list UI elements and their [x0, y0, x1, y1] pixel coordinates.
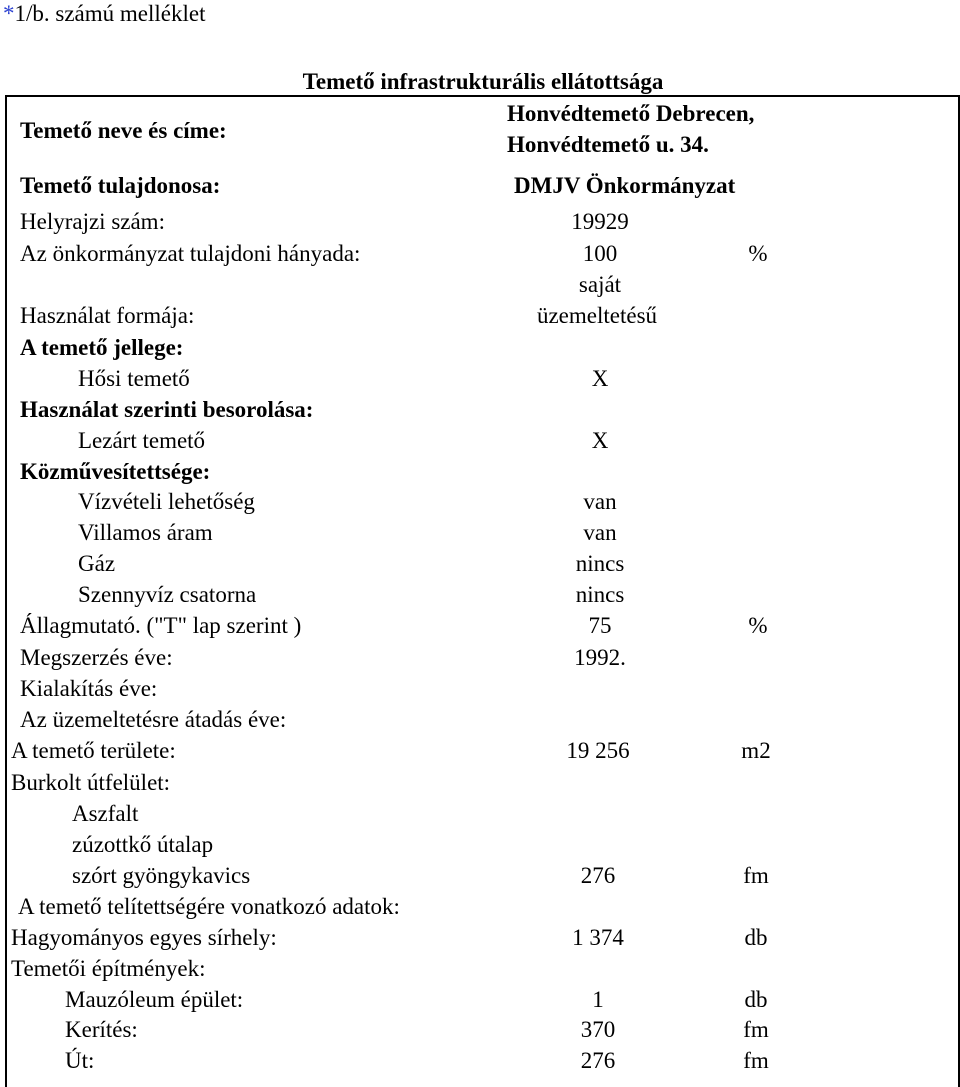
area-label: A temető területe: — [11, 738, 176, 763]
share-unit: % — [748, 241, 768, 266]
sewer-label: Szennyvíz csatorna — [78, 582, 257, 607]
character-heading: A temető jellege: — [20, 335, 184, 360]
mausoleum-unit: db — [744, 987, 768, 1012]
fence-unit: fm — [743, 1017, 769, 1042]
cemetery-name-line2: Honvédtemető u. 34. — [507, 132, 709, 157]
fence-value: 370 — [580, 1017, 616, 1042]
handover-label: Az üzemeltetésre átadás éve: — [20, 707, 287, 732]
hero-label: Hősi temető — [78, 366, 190, 391]
share-value: 100 — [582, 241, 618, 266]
road-value: 276 — [580, 1048, 616, 1073]
owner-label: Temető tulajdonosa: — [20, 173, 221, 198]
gas-value: nincs — [575, 551, 625, 576]
closed-label: Lezárt temető — [78, 428, 206, 453]
acquired-value: 1992. — [574, 645, 626, 670]
mausoleum-value: 1 — [592, 987, 604, 1012]
mausoleum-label: Mauzóleum épület: — [65, 987, 244, 1012]
area-value: 19 256 — [566, 738, 630, 763]
power-label: Villamos áram — [78, 520, 213, 545]
annex-reference — [3, 2, 205, 25]
road-label: Út: — [65, 1048, 95, 1073]
document-title: Temető infrastrukturális ellátottsága — [302, 69, 664, 94]
acquired-label: Megszerzés éve: — [20, 645, 173, 670]
closed-mark: X — [591, 428, 609, 453]
paved-heading: Burkolt útfelület: — [11, 770, 171, 795]
owner-value: DMJV Önkormányzat — [514, 173, 736, 198]
cemetery-name-line1: Honvédtemető Debrecen, — [507, 101, 755, 126]
gas-label: Gáz — [78, 551, 116, 576]
area-unit: m2 — [741, 738, 771, 763]
water-label: Vízvételi lehetőség — [78, 489, 255, 514]
asphalt-label: Aszfalt — [72, 801, 139, 826]
hero-mark: X — [591, 366, 609, 391]
road-unit: fm — [743, 1048, 769, 1073]
graves-value: 1 374 — [572, 925, 624, 950]
footnote-asterisk: * — [3, 1, 15, 26]
graves-unit: db — [744, 925, 768, 950]
fence-label: Kerítés: — [65, 1017, 138, 1042]
use-value-line2: üzemeltetésű — [536, 303, 658, 328]
pebble-value: 276 — [580, 863, 616, 888]
utilities-heading: Közművesítettsége: — [20, 459, 211, 484]
condition-value: 75 — [588, 613, 612, 638]
hrsz-value: 19929 — [571, 209, 629, 234]
condition-unit: % — [748, 613, 768, 638]
saturation-heading: A temető telítettségére vonatkozó adatok: — [18, 894, 400, 919]
condition-label: Állagmutató. ("T" lap szerint ) — [20, 613, 302, 638]
sewer-value: nincs — [575, 582, 625, 607]
buildings-heading: Temetői építmények: — [11, 956, 206, 981]
water-value: van — [583, 489, 617, 514]
use-label: Használat formája: — [20, 303, 195, 328]
power-value: van — [583, 520, 617, 545]
graves-label: Hagyományos egyes sírhely: — [11, 925, 277, 950]
pebble-label: szórt gyöngykavics — [72, 863, 251, 888]
cemetery-name-label: Temető neve és címe: — [20, 118, 227, 143]
use-value-line1: saját — [578, 272, 622, 297]
classification-heading: Használat szerinti besorolása: — [20, 397, 314, 422]
hrsz-label: Helyrajzi szám: — [20, 209, 165, 234]
built-label: Kialakítás éve: — [20, 676, 158, 701]
annex-title: 1/b. számú melléklet — [14, 1, 206, 26]
pebble-unit: fm — [743, 863, 769, 888]
share-label: Az önkormányzat tulajdoni hányada: — [20, 241, 361, 266]
gravel-base-label: zúzottkő útalap — [72, 832, 214, 857]
